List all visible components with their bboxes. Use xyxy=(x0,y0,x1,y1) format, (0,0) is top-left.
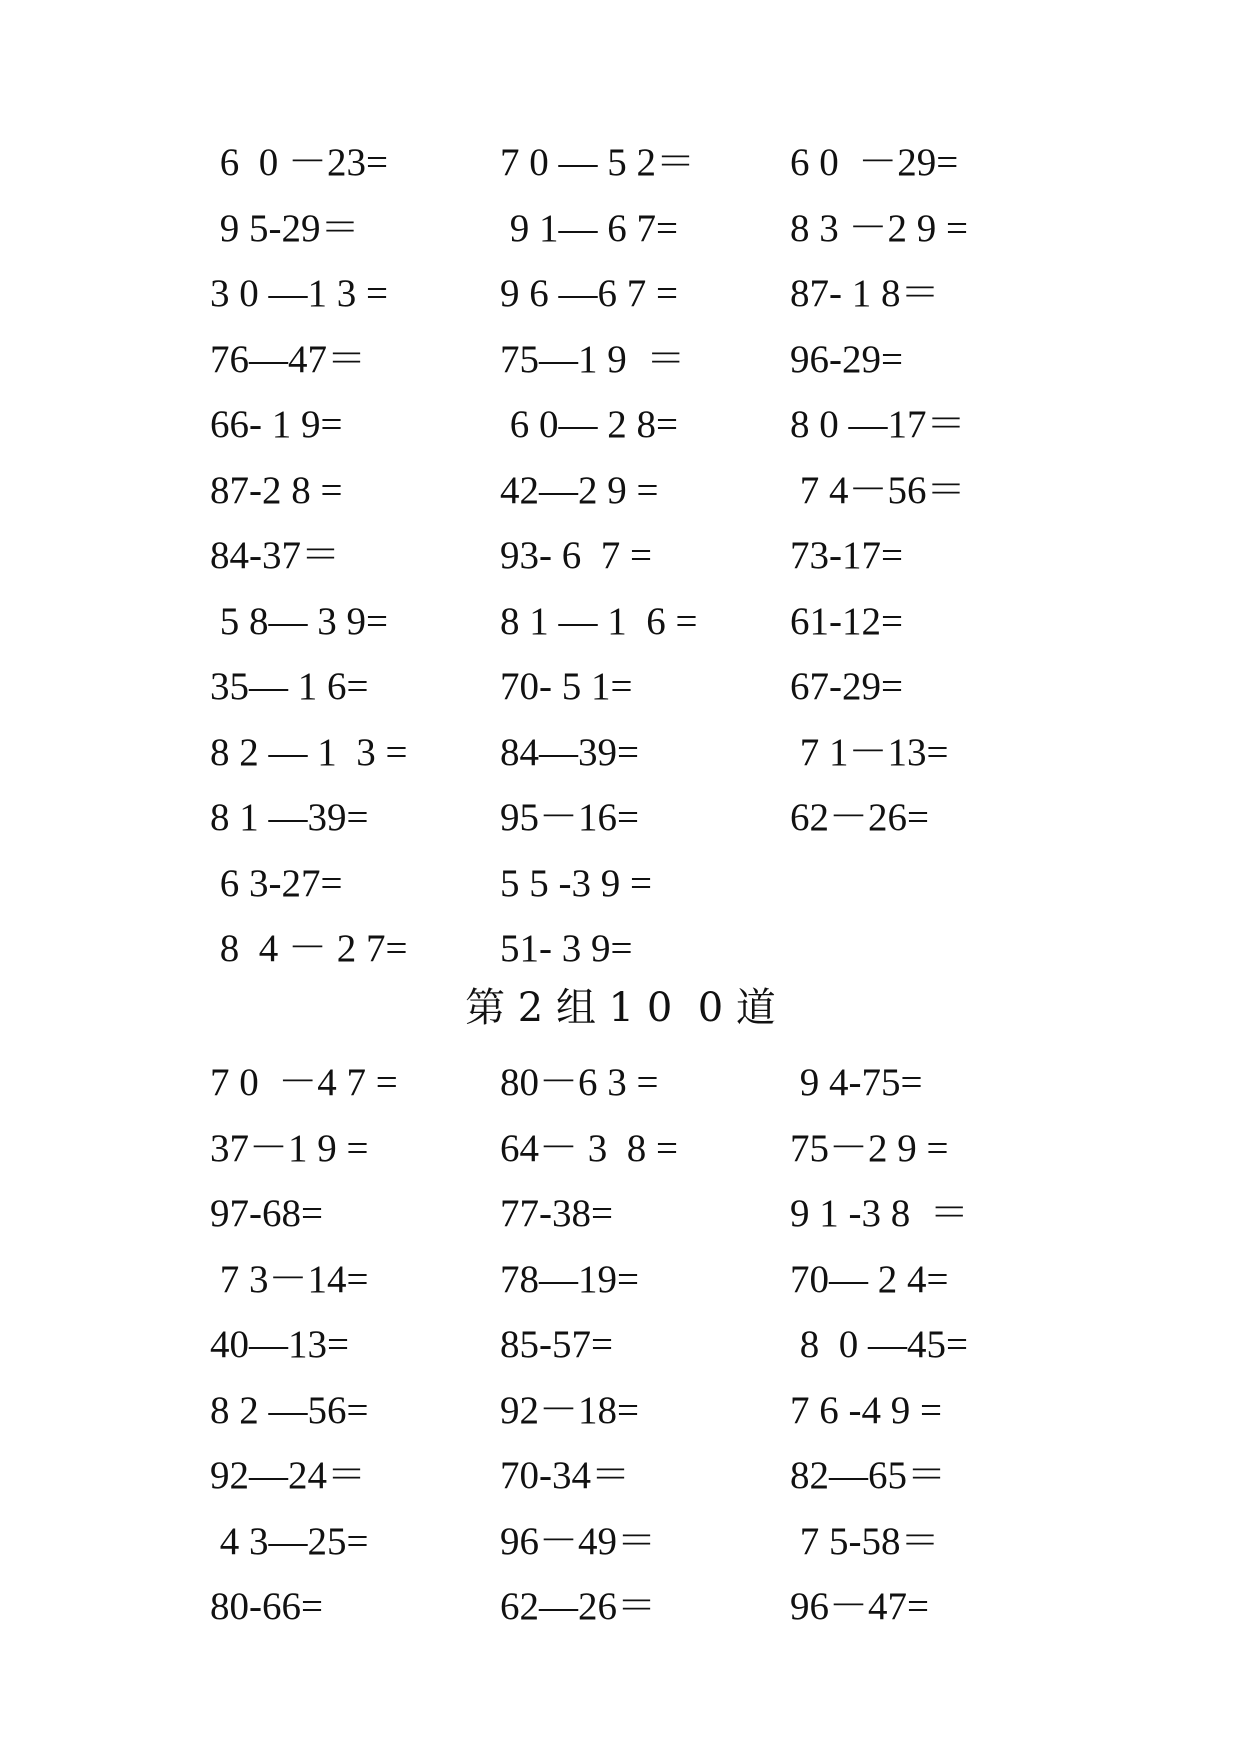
problem: 40—13= xyxy=(210,1323,349,1367)
problem: 8 2 —56= xyxy=(210,1388,369,1432)
problem: 87-2 8 = xyxy=(210,468,343,512)
problem-row xyxy=(210,1574,1010,1640)
problem-row xyxy=(210,654,1010,720)
problem-group-2 xyxy=(210,1050,1010,1640)
problem-row xyxy=(210,1443,1010,1509)
problem: 93- 6 7 = xyxy=(500,534,652,578)
problem: 51- 3 9= xyxy=(500,927,633,971)
problem: 75—1 9 ＝ xyxy=(500,337,686,381)
problem-row xyxy=(210,1050,1010,1116)
problem-row xyxy=(210,720,1010,786)
problem: 6 0— 2 8= xyxy=(500,403,678,447)
problem: 76—47＝ xyxy=(210,337,367,381)
problem: 7 6 -4 9 = xyxy=(790,1388,942,1432)
problem-row xyxy=(210,785,1010,851)
problem-row xyxy=(210,1181,1010,1247)
problem-group-1 xyxy=(210,130,1010,982)
problem: 8 4 － 2 7= xyxy=(210,927,408,971)
problem-row xyxy=(210,261,1010,327)
problem: 5 8— 3 9= xyxy=(210,599,388,643)
problem-row xyxy=(210,458,1010,524)
problem-row xyxy=(210,1378,1010,1444)
problem-row xyxy=(210,1312,1010,1378)
problem: 8 2 — 1 3 = xyxy=(210,730,408,774)
problem: 7 0 －4 7 = xyxy=(210,1061,398,1105)
problem-row xyxy=(210,1116,1010,1182)
problem-row xyxy=(210,523,1010,589)
problem: 35— 1 6= xyxy=(210,665,369,709)
problem: 96-29= xyxy=(790,337,903,381)
problem: 7 4－56＝ xyxy=(790,468,966,512)
problem: 78—19= xyxy=(500,1257,639,1301)
problem-row xyxy=(210,589,1010,655)
problem: 6 3-27= xyxy=(210,861,343,905)
problem: 9 4-75= xyxy=(790,1061,923,1105)
problem: 67-29= xyxy=(790,665,903,709)
problem: 73-17= xyxy=(790,534,903,578)
problem: 62—26＝ xyxy=(500,1585,657,1629)
problem: 3 0 —1 3 = xyxy=(210,272,388,316)
problem: 77-38= xyxy=(500,1192,613,1236)
problem: 8 1 —39= xyxy=(210,796,369,840)
problem: 87- 1 8＝ xyxy=(790,272,940,316)
problem: 80－6 3 = xyxy=(500,1061,659,1105)
problem: 7 0 — 5 2＝ xyxy=(500,141,696,185)
problem: 97-68= xyxy=(210,1192,323,1236)
problem: 95－16= xyxy=(500,796,639,840)
problem: 84-37＝ xyxy=(210,534,340,578)
problem-row xyxy=(210,392,1010,458)
problem: 62－26= xyxy=(790,796,929,840)
problem: 9 1 -3 8 ＝ xyxy=(790,1192,969,1236)
problem: 66- 1 9= xyxy=(210,403,343,447)
problem-row xyxy=(210,851,1010,917)
problem-row xyxy=(210,327,1010,393)
problem: 96－49＝ xyxy=(500,1519,657,1563)
problem: 92—24＝ xyxy=(210,1454,367,1498)
problem: 92－18= xyxy=(500,1388,639,1432)
problem: 75－2 9 = xyxy=(790,1126,949,1170)
problem: 8 3 －2 9 = xyxy=(790,206,968,250)
problem-row xyxy=(210,916,1010,982)
problem: 9 5-29＝ xyxy=(210,206,360,250)
problem: 9 6 —6 7 = xyxy=(500,272,678,316)
problem: 5 5 -3 9 = xyxy=(500,861,652,905)
problem: 7 1－13= xyxy=(790,730,949,774)
problem: 70-34＝ xyxy=(500,1454,630,1498)
problem: 85-57= xyxy=(500,1323,613,1367)
group-heading: 第 2 组 1 0 0 道 xyxy=(465,985,776,1031)
problem-row xyxy=(210,1509,1010,1575)
problem: 7 5-58＝ xyxy=(790,1519,940,1563)
problem: 96－47= xyxy=(790,1585,929,1629)
problem: 70— 2 4= xyxy=(790,1257,949,1301)
problem: 9 1— 6 7= xyxy=(500,206,678,250)
problem: 80-66= xyxy=(210,1585,323,1629)
problem: 37－1 9 = xyxy=(210,1126,369,1170)
problem: 82—65＝ xyxy=(790,1454,947,1498)
problem: 6 0 －23= xyxy=(210,141,388,185)
problem: 64－ 3 8 = xyxy=(500,1126,678,1170)
problem: 8 0 —45= xyxy=(790,1323,968,1367)
problem: 7 3－14= xyxy=(210,1257,369,1301)
problem: 42—2 9 = xyxy=(500,468,659,512)
problem: 6 0 －29= xyxy=(790,141,959,185)
problem: 8 1 — 1 6 = xyxy=(500,599,698,643)
problem: 8 0 —17＝ xyxy=(790,403,966,447)
problem: 4 3—25= xyxy=(210,1519,369,1563)
problem: 84—39= xyxy=(500,730,639,774)
problem: 61-12= xyxy=(790,599,903,643)
problem: 70- 5 1= xyxy=(500,665,633,709)
problem-row xyxy=(210,130,1010,196)
problem-row xyxy=(210,1247,1010,1313)
problem-row xyxy=(210,196,1010,262)
